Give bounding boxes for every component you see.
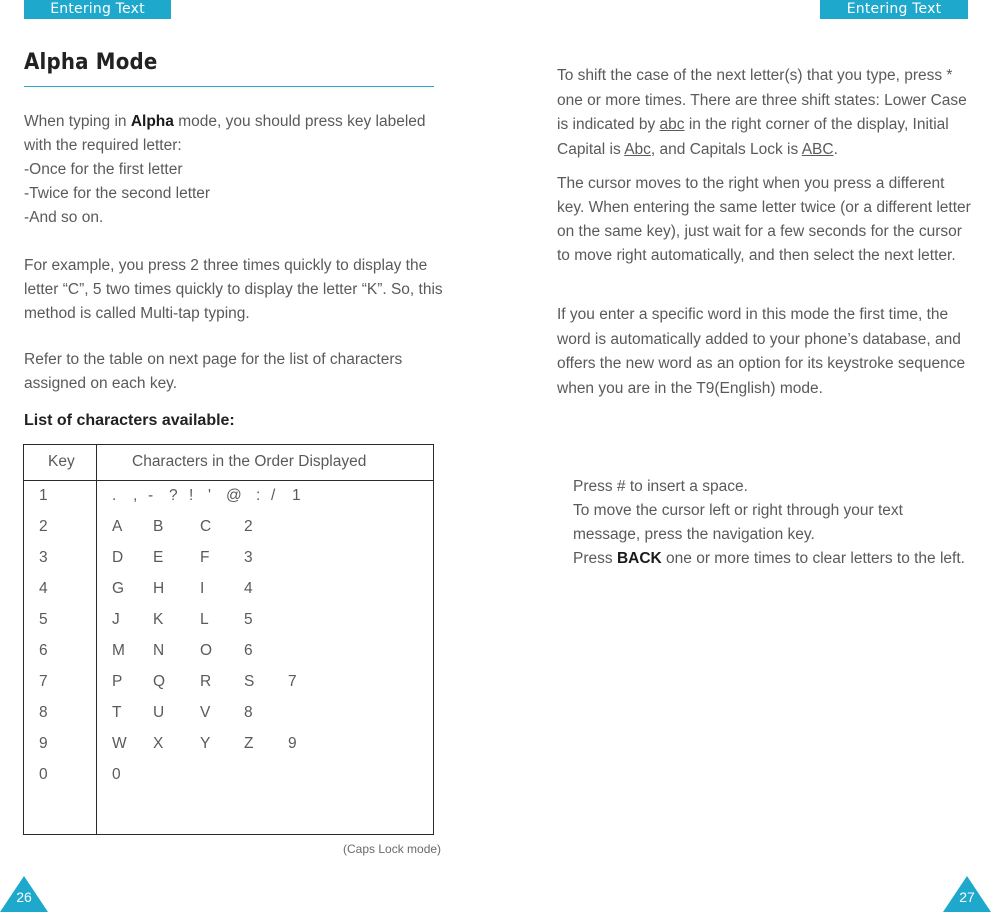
table-cell-char: 7 bbox=[288, 673, 297, 690]
table-cell-char: T bbox=[112, 704, 122, 721]
table-cell-char: U bbox=[153, 704, 165, 721]
table-cell-key: 6 bbox=[39, 642, 48, 659]
table-cell-key: 4 bbox=[39, 580, 48, 597]
table-cell-char: O bbox=[200, 642, 213, 659]
table-cell-char: , bbox=[133, 487, 138, 504]
intro-paragraph: When typing in Alpha mode, you should press key labeled with the required letter: -Once for the first letter -Twice for the second letter -And so on. bbox=[24, 113, 426, 226]
table-cell-char: Q bbox=[153, 673, 166, 690]
page-number-right: 27 bbox=[959, 889, 975, 905]
table-cell-char: L bbox=[200, 611, 209, 628]
table-cell-char: H bbox=[153, 580, 165, 597]
section-tab-right: Entering Text bbox=[820, 0, 968, 19]
star-key-symbol: * bbox=[946, 67, 953, 84]
table-cell-char: F bbox=[200, 549, 210, 566]
tip-cursor: To move the cursor left or right through your text message, press the navigation key. bbox=[573, 502, 903, 543]
list-item: -And so on. bbox=[24, 209, 104, 226]
page-number-left: 26 bbox=[16, 889, 32, 905]
tips-block bbox=[573, 475, 973, 571]
initial-capital-indicator: Abc bbox=[624, 140, 651, 158]
table-cell-char: N bbox=[153, 642, 165, 659]
caps-lock-indicator: ABC bbox=[801, 140, 834, 158]
table-cell-key: 0 bbox=[39, 766, 48, 783]
example-paragraph: For example, you press 2 three times quickly to display the letter “C”, 5 two times quickly to display the letter “K”. So, this method is called Multi-tap typing. bbox=[24, 257, 443, 322]
table-header-divider bbox=[24, 480, 433, 481]
table-cell-char: A bbox=[112, 518, 123, 535]
shift-case-paragraph: To shift the case of the next letter(s) that you type, press * one or more times. There are three shift states: Lower Case is indicated by abc in the right corner of the display, Initial Capital is Abc, and Capitals Lock is ABC. bbox=[557, 67, 967, 158]
table-cell-char: 3 bbox=[244, 549, 253, 566]
table-cell-char: X bbox=[153, 735, 164, 752]
lowercase-indicator: abc bbox=[659, 116, 685, 133]
table-cell-char: @ bbox=[226, 487, 242, 504]
table-cell-char: 9 bbox=[288, 735, 297, 752]
table-header-key: Key bbox=[48, 453, 75, 470]
list-heading: List of characters available: bbox=[24, 412, 235, 429]
table-cell-char: 1 bbox=[292, 487, 301, 504]
table-cell-char: ? bbox=[169, 487, 178, 504]
table-cell-char: ' bbox=[208, 487, 211, 504]
table-cell-key: 7 bbox=[39, 673, 48, 690]
table-cell-char: 6 bbox=[244, 642, 253, 659]
table-cell-char: G bbox=[112, 580, 125, 597]
table-header-chars: Characters in the Order Displayed bbox=[132, 453, 367, 470]
table-cell-key: 1 bbox=[39, 487, 48, 504]
table-cell-char: : bbox=[256, 487, 261, 504]
tip-back: Press BACK one or more times to clear letters to the left. bbox=[573, 550, 965, 567]
character-table bbox=[23, 444, 434, 835]
table-cell-key: 8 bbox=[39, 704, 48, 721]
dictionary-paragraph: If you enter a specific word in this mode the first time, the word is automatically added to your phone’s database, and offers the new word as an option for its keystroke sequence when you are in the T9(English) mode. bbox=[557, 306, 966, 397]
table-cell-char: 4 bbox=[244, 580, 253, 597]
table-cell-char: M bbox=[112, 642, 125, 659]
tip-space: Press # to insert a space. bbox=[573, 478, 748, 495]
list-item: -Once for the first letter bbox=[24, 161, 183, 178]
page-title: Alpha Mode bbox=[24, 50, 158, 75]
table-cell-char: . bbox=[112, 487, 117, 504]
table-cell-char: S bbox=[244, 673, 255, 690]
table-cell-char: K bbox=[153, 611, 164, 628]
table-cell-key: 9 bbox=[39, 735, 48, 752]
caps-lock-note: (Caps Lock mode) bbox=[343, 842, 442, 856]
refer-paragraph: Refer to the table on next page for the list of characters assigned on each key. bbox=[24, 351, 403, 392]
table-cell-char: Y bbox=[200, 735, 211, 752]
table-cell-key: 5 bbox=[39, 611, 48, 628]
table-cell-char: ! bbox=[189, 487, 194, 504]
key-2-symbol: 2 bbox=[190, 257, 199, 274]
table-cell-key: 3 bbox=[39, 549, 48, 566]
section-tab-left: Entering Text bbox=[24, 0, 171, 19]
table-cell-char: C bbox=[200, 518, 212, 535]
table-cell-char: D bbox=[112, 549, 124, 566]
table-cell-char: E bbox=[153, 549, 164, 566]
list-item: -Twice for the second letter bbox=[24, 185, 211, 202]
table-cell-char: J bbox=[112, 611, 120, 628]
table-cell-char: 2 bbox=[244, 518, 253, 535]
table-cell-key: 2 bbox=[39, 518, 48, 535]
table-cell-char: / bbox=[271, 487, 276, 504]
table-column-divider bbox=[96, 445, 97, 834]
cursor-paragraph: The cursor moves to the right when you press a different key. When entering the same letter twice (or a different letter on the same key), just wait for a few seconds for the cursor to move right automatically, and then select the next letter. bbox=[557, 175, 971, 264]
table-cell-char: I bbox=[200, 580, 205, 597]
table-cell-char: R bbox=[200, 673, 212, 690]
table-cell-char: V bbox=[200, 704, 211, 721]
table-cell-char: W bbox=[112, 735, 127, 752]
table-cell-char: P bbox=[112, 673, 123, 690]
table-cell-char: 8 bbox=[244, 704, 253, 721]
key-5-symbol: 5 bbox=[92, 281, 102, 298]
table-cell-char: 0 bbox=[112, 766, 121, 783]
table-cell-char: - bbox=[148, 487, 154, 504]
title-divider bbox=[24, 86, 434, 87]
table-cell-char: Z bbox=[244, 735, 254, 752]
table-cell-char: 5 bbox=[244, 611, 253, 628]
table-cell-char: B bbox=[153, 518, 164, 535]
